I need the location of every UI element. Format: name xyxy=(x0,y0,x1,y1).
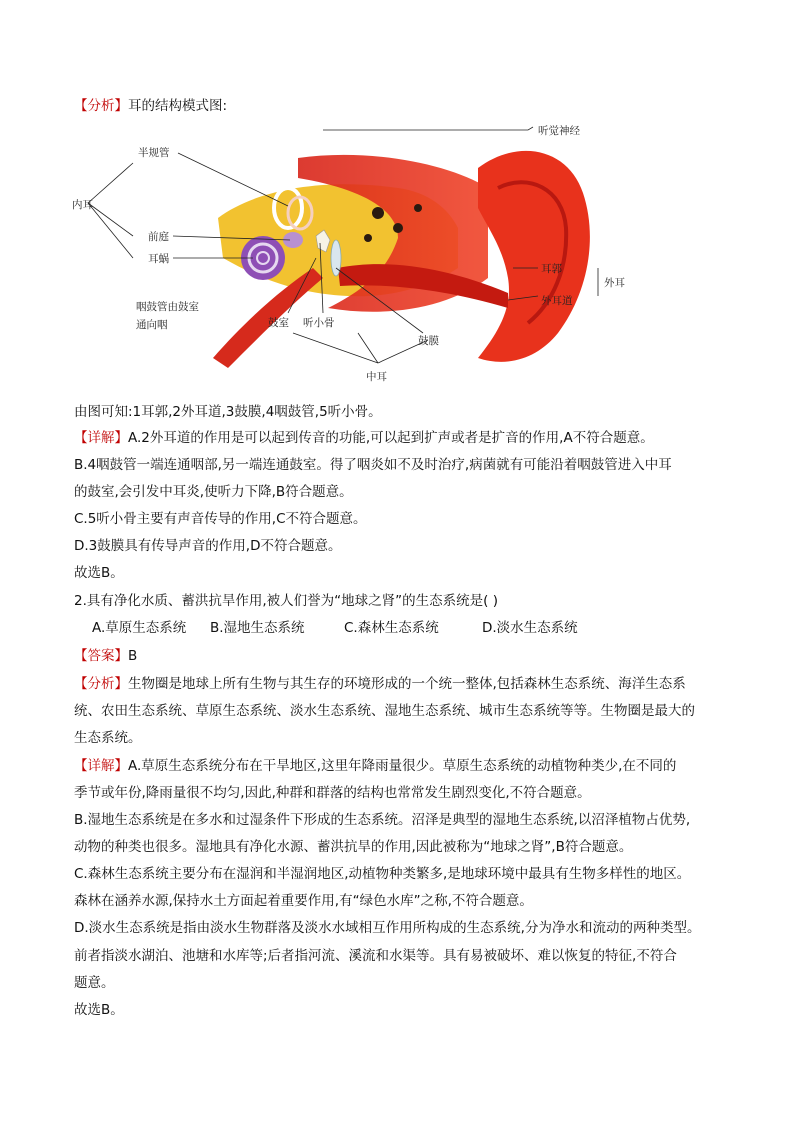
bone-pore xyxy=(393,223,403,233)
label-outer-ear: 外耳 xyxy=(604,277,625,289)
detail-text: A.2外耳道的作用是可以起到传音的功能,可以起到扩声或者是扩音的作用,A不符合题意。 xyxy=(128,430,654,446)
label-cochlea: 耳蜗 xyxy=(148,253,169,265)
q1-analysis-line xyxy=(74,96,227,116)
q2-detail-line-1 xyxy=(74,756,676,776)
q2-analysis-line-2: 统、农田生态系统、草原生态系统、淡水生态系统、湿地生态系统、城市生态系统等等。生物圈是最大的 xyxy=(74,703,695,719)
label-to-pharynx: 通向咽 xyxy=(136,319,168,331)
q2-option-a: A.草原生态系统 xyxy=(92,620,187,636)
ear-structure-diagram xyxy=(68,118,648,393)
q2-detail-line-6: 森林在涵养水源,保持水土方面起着重要作用,有“绿色水库”之称,不符合题意。 xyxy=(74,893,533,909)
label-ossicles: 听小骨 xyxy=(303,317,335,329)
q1-detail-line-2: B.4咽鼓管一端连通咽部,另一端连通鼓室。得了咽炎如不及时治疗,病菌就有可能沿着咽鼓管进入中耳 xyxy=(74,457,672,473)
q1-detail-line-3: 的鼓室,会引发中耳炎,使听力下降,B符合题意。 xyxy=(74,484,353,500)
q2-detail-line-9: 题意。 xyxy=(74,975,115,991)
analysis-tag: 【分析】 xyxy=(74,676,128,692)
bone-pore xyxy=(414,204,422,212)
label-auditory-nerve: 听觉神经 xyxy=(538,125,580,137)
label-tympanic-cavity: 鼓室 xyxy=(268,317,289,329)
label-middle-ear: 中耳 xyxy=(366,371,387,383)
label-inner-ear: 内耳 xyxy=(72,199,93,211)
label-semicircular-canals: 半规管 xyxy=(138,147,170,159)
label-eustachian-tube: 咽鼓管由鼓室 xyxy=(136,301,199,313)
q1-conclusion: 故选B。 xyxy=(74,565,124,581)
detail-text: A.草原生态系统分布在干旱地区,这里年降雨量很少。草原生态系统的动植物种类少,在不同的 xyxy=(128,758,677,774)
q2-analysis-line-1 xyxy=(74,674,686,694)
label-auricle: 耳郭 xyxy=(541,263,562,275)
q2-option-d: D.淡水生态系统 xyxy=(482,620,578,636)
answer-tag: 【答案】 xyxy=(74,648,128,664)
analysis-tag: 【分析】 xyxy=(74,98,128,114)
q1-detail-line-4: C.5听小骨主要有声音传导的作用,C不符合题意。 xyxy=(74,511,367,527)
detail-tag: 【详解】 xyxy=(74,430,128,446)
q2-analysis-line-3: 生态系统。 xyxy=(74,730,142,746)
q1-detail-line-5: D.3鼓膜具有传导声音的作用,D不符合题意。 xyxy=(74,538,342,554)
q1-summary: 由图可知:1耳郭,2外耳道,3鼓膜,4咽鼓管,5听小骨。 xyxy=(74,404,382,420)
analysis-text: 生物圈是地球上所有生物与其生存的环境形成的一个统一整体,包括森林生态系统、海洋生态系 xyxy=(128,676,686,692)
q2-detail-line-3: B.湿地生态系统是在多水和过湿条件下形成的生态系统。沼泽是典型的湿地生态系统,以沼泽植物占优势, xyxy=(74,812,691,828)
analysis-text: 耳的结构模式图: xyxy=(128,98,228,114)
q1-detail-line-1 xyxy=(74,428,654,448)
bone-pore xyxy=(364,234,372,242)
q2-detail-line-8: 前者指淡水湖泊、池塘和水库等;后者指河流、溪流和水渠等。具有易被破坏、难以恢复的特征,不符合 xyxy=(74,948,677,964)
q2-option-c: C.森林生态系统 xyxy=(344,620,439,636)
q2-option-b: B.湿地生态系统 xyxy=(210,620,305,636)
q2-detail-line-2: 季节或年份,降雨量很不均匀,因此,种群和群落的结构也常常发生剧烈变化,不符合题意。 xyxy=(74,785,591,801)
q2-detail-line-5: C.森林生态系统主要分布在湿润和半湿润地区,动植物种类繁多,是地球环境中最具有生物多样性的地区。 xyxy=(74,866,691,882)
q2-stem: 2.具有净化水质、蓄洪抗旱作用,被人们誉为“地球之肾”的生态系统是( ) xyxy=(74,593,498,609)
label-external-canal: 外耳道 xyxy=(541,295,573,307)
q2-conclusion: 故选B。 xyxy=(74,1002,124,1018)
answer-value: B xyxy=(128,648,138,664)
detail-tag: 【详解】 xyxy=(74,758,128,774)
q2-detail-line-7: D.淡水生态系统是指由淡水生物群落及淡水水域相互作用所构成的生态系统,分为净水和流动的两种类型。 xyxy=(74,920,701,936)
q2-options xyxy=(92,618,578,638)
label-eardrum: 鼓膜 xyxy=(418,335,439,347)
bone-pore xyxy=(372,207,384,219)
q2-answer-line xyxy=(74,646,137,666)
q2-detail-line-4: 动物的种类也很多。湿地具有净化水源、蓄洪抗旱的作用,因此被称为“地球之肾”,B符合题意。 xyxy=(74,839,633,855)
label-vestibule: 前庭 xyxy=(148,231,169,243)
